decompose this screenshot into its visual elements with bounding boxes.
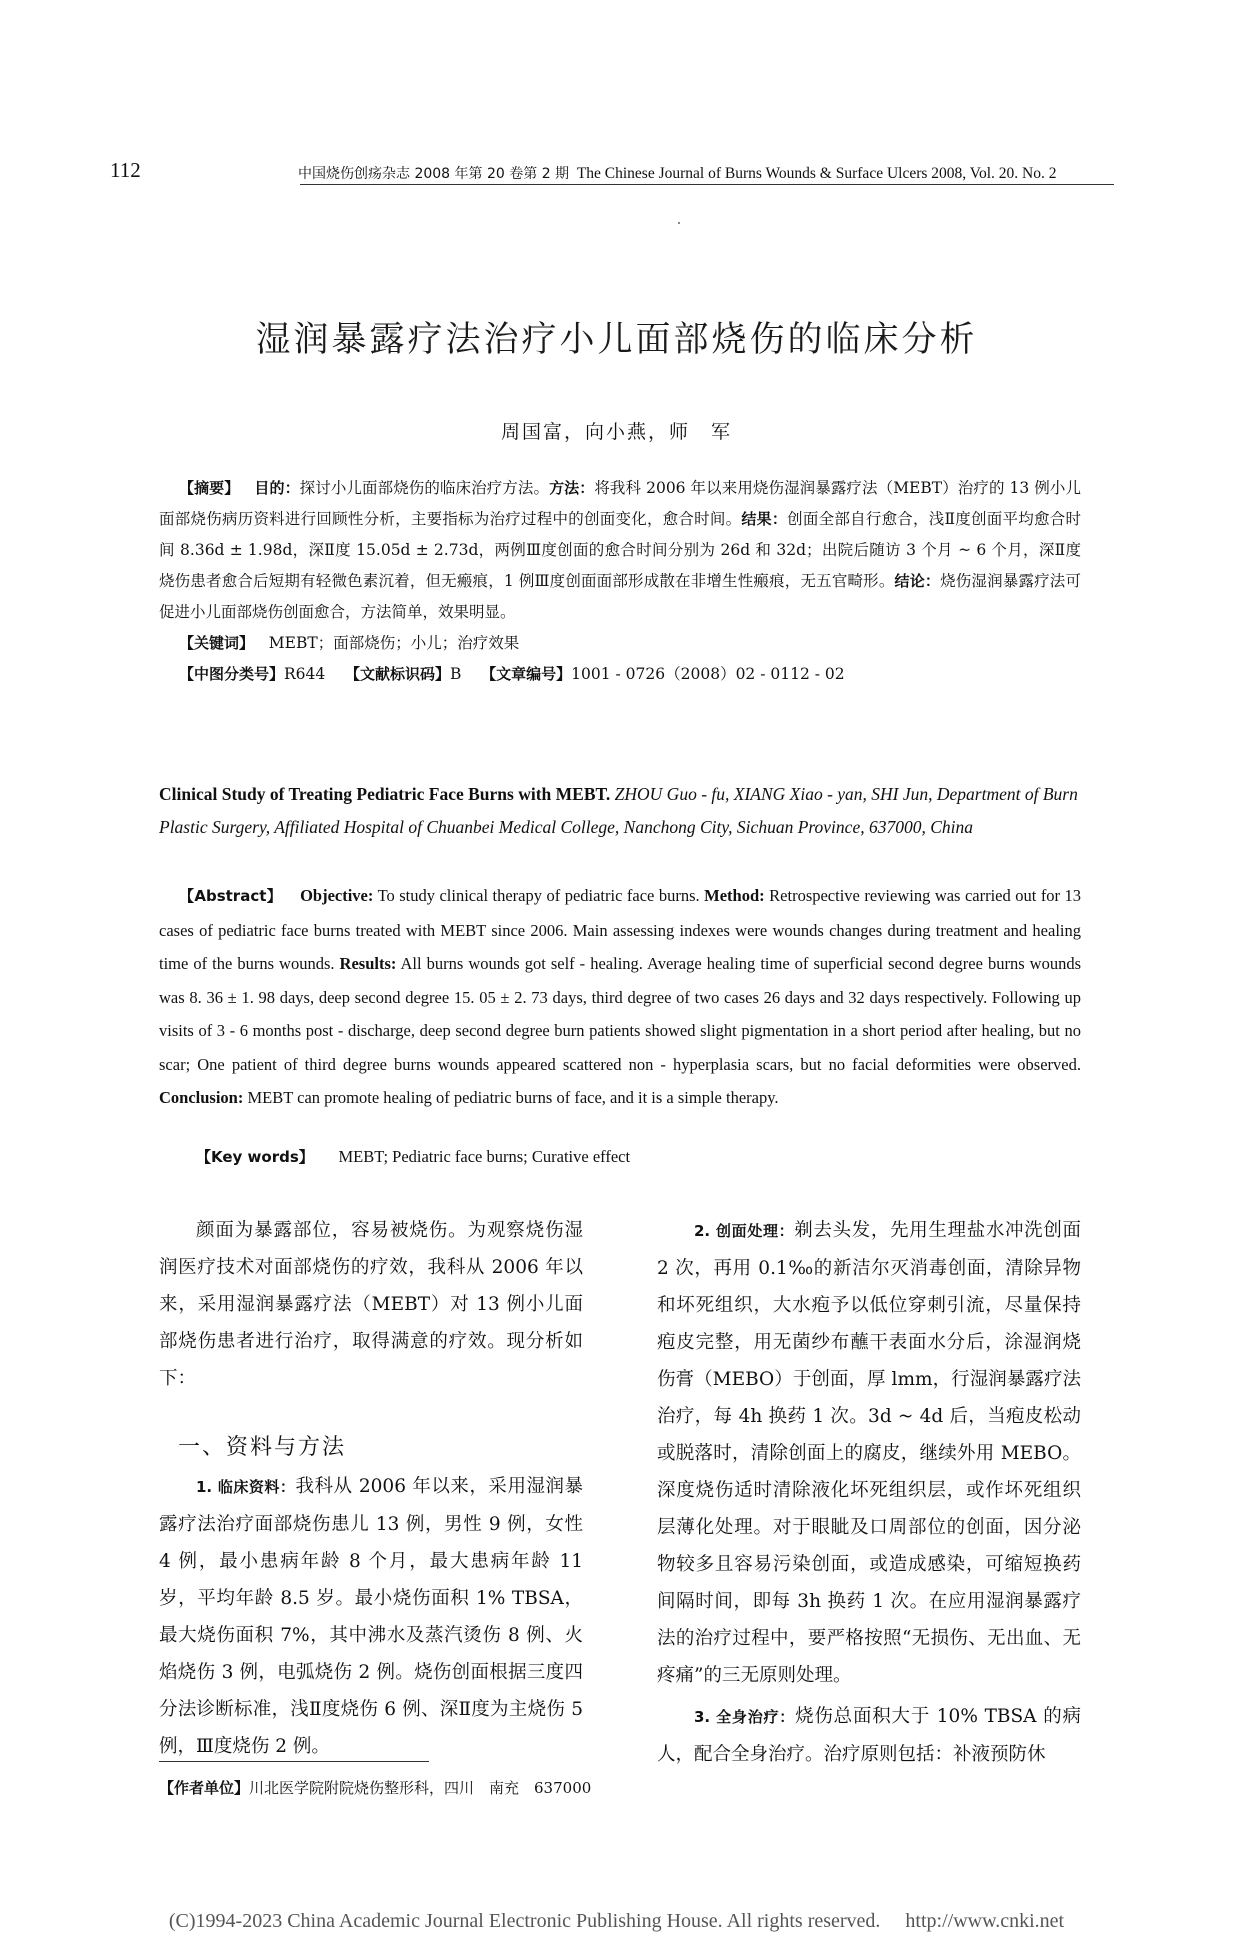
clc-value: R644 xyxy=(284,665,326,683)
clinical-data-text: 我科从 2006 年以来，采用湿润暴露疗法治疗面部烧伤患儿 13 例，男性 9 例，女性 4 例，最小患病年龄 8 个月，最大患病年龄 11 岁，平均年龄 8.5 岁。最小烧伤面积 1% TBSA，最大烧伤面积 7%，其中沸水及蒸汽烫伤 8 例、火焰烧伤 3 例，电弧烧伤 2 例。烧伤创面根据三度四分法诊断标准，浅Ⅱ度烧伤 6 例、深Ⅱ度为主烧伤 5 例，Ⅲ度烧伤 2 例。 xyxy=(159,1476,583,1757)
english-authors-affiliation: ZHOU Guo - fu, XIANG Xiao - yan, SHI Jun, Department of Burn Plastic Surgery, Affiliated Hospital of Chuanbei Medical College, Nanchong City, Sichuan Province, 637000, China xyxy=(159,784,1078,837)
chinese-abstract xyxy=(159,473,1081,690)
english-title-block xyxy=(159,778,1081,844)
page-number: 112 xyxy=(110,158,141,182)
keywords-label: 【关键词】 xyxy=(179,634,255,652)
wound-treatment-label: 2. 创面处理： xyxy=(694,1222,795,1240)
clinical-data-paragraph xyxy=(159,1468,583,1765)
clinical-data-label: 1. 临床资料： xyxy=(196,1478,296,1496)
header-rule xyxy=(300,184,1114,185)
right-column xyxy=(657,1212,1081,1773)
author-affiliation-footnote xyxy=(159,1777,591,1798)
english-title: Clinical Study of Treating Pediatric Face Burns with MEBT. xyxy=(159,784,611,804)
conclusion-label: 结论： xyxy=(894,572,941,590)
journal-name-cn: 中国烧伤创疡杂志 2008 年第 20 卷第 2 期 xyxy=(298,166,570,182)
wound-treatment-text: 剃去头发，先用生理盐水冲洗创面 2 次，再用 0.1‰的新洁尔灭消毒创面，清除异物和坏死组织，大水疱予以低位穿刺引流，尽量保持疱皮完整，用无菌纱布蘸干表面水分后，涂湿润烧伤膏（MEBO）于创面，厚 lmm，行湿润暴露疗法治疗，每 4h 换药 1 次。3d ~ 4d 后，当疱皮松动或脱落时，清除创面上的腐皮，继续外用 MEBO。深度烧伤适时清除液化坏死组织层，或作坏死组织层薄化处理。对于眼眦及口周部位的创面，因分泌物较多且容易污染创面，或造成感染，可缩短换药间隔时间，即每 3h 换药 1 次。在应用湿润暴露疗法的治疗过程中，要严格按照“无损伤、无出血、无疼痛”的三无原则处理。 xyxy=(657,1220,1081,1686)
result-label: 结果： xyxy=(741,510,788,528)
systemic-treatment-text: 烧伤总面积大于 10% TBSA 的病人，配合全身治疗。治疗原则包括：补液预防休 xyxy=(657,1706,1081,1765)
english-abstract xyxy=(159,879,1081,1115)
wound-treatment-paragraph xyxy=(657,1212,1081,1694)
en-method-label: Method: xyxy=(704,886,765,905)
systemic-treatment-label: 3. 全身治疗： xyxy=(694,1708,796,1726)
running-header xyxy=(298,163,1056,183)
en-objective-text: To study clinical therapy of pediatric face burns. xyxy=(377,886,700,905)
speck xyxy=(678,222,680,224)
method-text: 将我科 2006 年以来用烧伤湿润暴露疗法（MEBT）治疗的 13 例小儿面部烧伤病历资料进行回顾性分析，主要指标为治疗过程中的创面变化，愈合时间。 xyxy=(159,479,1081,528)
conclusion-text: 烧伤湿润暴露疗法可促进小儿面部烧伤创面愈合，方法简单，效果明显。 xyxy=(159,572,1081,621)
en-method-text: Retrospective reviewing was carried out for 13 cases of pediatric face burns treated with MEBT since 2006. Main assessing indexes were wounds changes during treatment and healing time of the burns wounds. xyxy=(159,886,1082,973)
english-keywords xyxy=(196,1146,630,1167)
objective-label: 目的： xyxy=(254,479,300,497)
en-results-text: All burns wounds got self - healing. Average healing time of superficial second degree burns wounds was 8. 36 ± 1. 98 days, deep second degree 15. 05 ± 2. 73 days, third degree of two cases 26 days and 32 days respectively. Following up visits of 3 - 6 months post - discharge, deep second degree burn patients showed slight pigmentation in a short period after healing, but no scar; One patient of third degree burns wounds appeared scattered non - hyperplasia scars, but no facial deformities were observed. xyxy=(159,954,1082,1074)
en-keywords-label: 【Key words】 xyxy=(196,1148,314,1166)
author-list: 周国富，向小燕，师 军 xyxy=(500,421,732,443)
intro-paragraph: 颜面为暴露部位，容易被烧伤。为观察烧伤湿润医疗技术对面部烧伤的疗效，我科从 2006 年以来，采用湿润暴露疗法（MEBT）对 13 例小儿面部烧伤患者进行治疗，取得满意的疗效。现分析如下： xyxy=(159,1220,583,1389)
left-column-body xyxy=(159,1468,583,1765)
doc-code-label: 【文献标识码】 xyxy=(345,665,451,683)
en-conclusion-label: Conclusion: xyxy=(159,1088,244,1107)
affiliation-text: 川北医学院附院烧伤整形科，四川 南充 637000 xyxy=(249,1779,592,1797)
method-label: 方法： xyxy=(549,479,595,497)
result-text: 创面全部自行愈合，浅Ⅱ度创面平均愈合时间 8.36d ± 1.98d，深Ⅱ度 15.05d ± 2.73d，两例Ⅲ度创面的愈合时间分别为 26d 和 32d；出院后随访 3 个月 ~ 6 个月，深Ⅱ度烧伤患者愈合后短期有轻微色素沉着，但无瘢痕，1 例Ⅲ度创面面部形成散在非增生性瘢痕，无五官畸形。 xyxy=(159,510,1081,590)
footnote-rule xyxy=(159,1761,429,1762)
en-keywords-text: MEBT; Pediatric face burns; Curative effect xyxy=(338,1147,631,1166)
article-title: 湿润暴露疗法治疗小儿面部烧伤的临床分析 xyxy=(255,320,978,360)
abstract-label: 【摘要】 xyxy=(179,479,240,497)
objective-text: 探讨小儿面部烧伤的临床治疗方法。 xyxy=(299,479,550,497)
systemic-treatment-paragraph xyxy=(657,1698,1081,1773)
keywords-text: MEBT；面部烧伤；小儿；治疗效果 xyxy=(268,634,520,652)
en-conclusion-text: MEBT can promote healing of pediatric burns of face, and it is a simple therapy. xyxy=(247,1088,779,1107)
copyright-line: (C)1994-2023 China Academic Journal Electronic Publishing House. All rights reserved. http://www.cnki.net xyxy=(168,1910,1065,1932)
section-heading: 一、资料与方法 xyxy=(178,1435,347,1460)
en-objective-label: Objective: xyxy=(300,886,374,905)
article-no-label: 【文章编号】 xyxy=(481,665,572,683)
left-column-intro xyxy=(159,1212,583,1397)
article-no-value: 1001 - 0726（2008）02 - 0112 - 02 xyxy=(571,665,845,683)
en-results-label: Results: xyxy=(339,954,397,973)
clc-label: 【中图分类号】 xyxy=(179,665,285,683)
affiliation-label: 【作者单位】 xyxy=(159,1779,250,1797)
doc-code-value: B xyxy=(450,665,462,683)
en-abstract-label: 【Abstract】 xyxy=(179,887,283,905)
journal-name-en: The Chinese Journal of Burns Wounds & Surface Ulcers 2008, Vol. 20. No. 2 xyxy=(576,165,1057,182)
